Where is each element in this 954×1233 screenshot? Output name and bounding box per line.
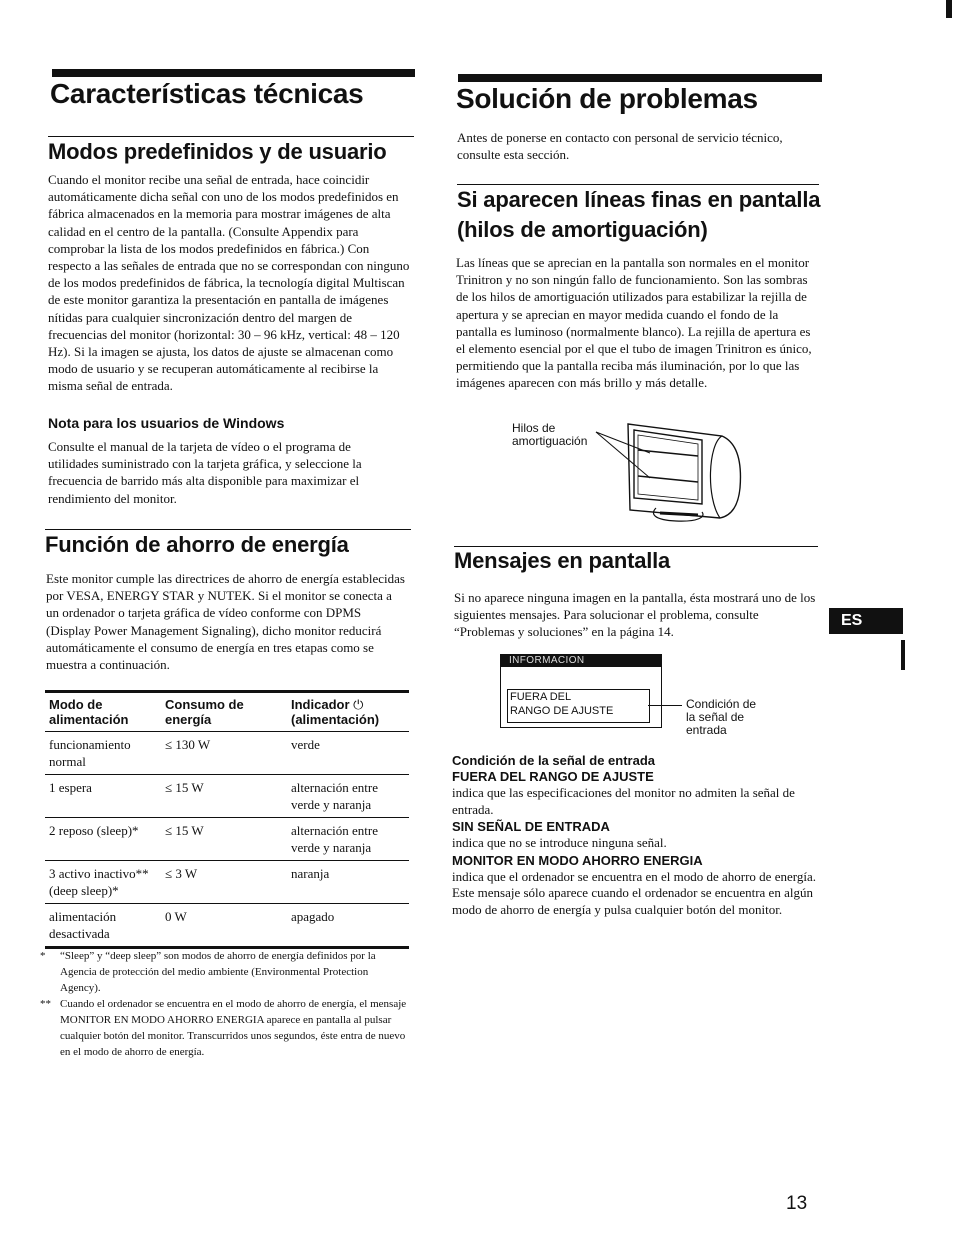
troubleshooting-intro: Antes de ponerse en contacto con personal de servicio técnico, consulte esta sección. <box>457 130 783 163</box>
condition-heading: Condición de la señal de entrada <box>452 753 655 768</box>
table-header-row <box>45 692 409 732</box>
col-header-consumption: Consumo de energía <box>165 697 244 727</box>
indicator-sublabel: (alimentación) <box>291 712 380 727</box>
osd-line-1: FUERA DEL <box>510 691 572 703</box>
table-row <box>45 732 409 775</box>
osd-message-window <box>500 654 662 728</box>
corner-mark <box>946 0 952 18</box>
footnote-2 <box>40 996 408 1060</box>
footnote-1 <box>40 948 408 996</box>
cell-mode: 3 activo inactivo** (deep sleep)* <box>49 866 149 898</box>
table-row <box>45 818 409 861</box>
table-row <box>45 775 409 818</box>
cell-indicator: naranja <box>291 866 330 881</box>
table-row <box>45 861 409 904</box>
indicator-label: Indicador <box>291 697 350 712</box>
messages-paragraph: Si no aparece ninguna imagen en la pantalla, ésta mostrará uno de los siguientes mensajes. Para solucionar el problema, consulte “Problemas y soluciones” en la página 14. <box>454 590 816 640</box>
page-title-left: Características técnicas <box>50 78 364 109</box>
cell-indicator: apagado <box>291 909 335 924</box>
osd-callout-line <box>648 705 682 706</box>
footnote-text: “Sleep” y “deep sleep” son modos de ahorro de energía definidos por la Agencia de protección del medio ambiente (Environmental Protection Agency). <box>60 950 376 994</box>
table-row <box>45 904 409 948</box>
osd-line-2: RANGO DE AJUSTE <box>510 705 614 717</box>
windows-note-paragraph: Consulte el manual de la tarjeta de vídeo o el programa de utilidades suministrado con la tarjeta gráfica, y seleccione la frecuencia de barrido más alta disponible para maximizar el rendimiento del monitor. <box>48 439 362 506</box>
modes-paragraph: Cuando el monitor recibe una señal de entrada, hace coincidir automáticamente dicha señal con uno de los modos predefinidos en fábrica almacenados en la memoria para mostrar imágenes de alta calidad en el centro de la pantalla. (Consulte Appendix para comprobar la lista de los modos predefinidos en fábrica.) Con respecto a las señales de entrada que no se correspondan con ninguno de los modos predefinidos de fábrica, la tecnología digital Multiscan de este monitor garantiza la presentación en pantalla de imágenes nítidas para cualquier sincronización dentro del margen de frecuencias del monitor (horizontal: 30 – 96 kHz, vertical: 48 – 120 Hz). Si la imagen se ajusta, los datos de ajuste se almacenan como modo de usuario y se recuperan automáticamente al recibirse la misma señal de entrada. <box>48 172 410 394</box>
power-paragraph: Este monitor cumple las directrices de ahorro de energía establecidas por VESA, ENERGY STAR y NUTEK. Si el monitor se conecta a un ordenador o tarjeta gráfica de vídeo conforme con DPMS (Display Power Management Signaling), dicho monitor reducirá automáticamente el consumo de energía en tres etapas como se muestra a continuación. <box>46 571 405 673</box>
title-bar-right <box>458 74 822 82</box>
power-modes-table <box>45 690 409 949</box>
cell-mode: funcionamiento normal <box>49 737 131 769</box>
cell-consumption: ≤ 130 W <box>165 737 211 752</box>
cell-consumption: ≤ 15 W <box>165 780 204 795</box>
message-name: SIN SEÑAL DE ENTRADA <box>452 819 610 834</box>
cell-indicator: verde <box>291 737 320 752</box>
col-header-indicator <box>287 692 409 732</box>
osd-message-box <box>507 689 650 723</box>
osd-callout-label: Condición de la señal de entrada <box>686 697 757 737</box>
page-title-right: Solución de problemas <box>456 83 758 114</box>
heading-damper-lines: Si aparecen líneas finas en pantalla (hilos de amortiguación) <box>457 187 821 242</box>
message-description: indica que no se introduce ninguna señal. <box>452 835 667 850</box>
message-descriptions <box>452 753 820 918</box>
footnote-text: Cuando el ordenador se encuentra en el modo de ahorro de energía, el mensaje MONITOR EN MODO AHORRO ENERGIA aparece en pantalla al pulsar cualquier botón del monitor. Transcurridos unos segundos, éste entra de nuevo en el modo de ahorro de energía. <box>60 998 407 1058</box>
cell-indicator: alternación entre verde y naranja <box>291 823 378 855</box>
margin-mark <box>901 640 905 670</box>
cell-mode: 2 reposo (sleep)* <box>49 823 139 838</box>
heading-power-saving: Función de ahorro de energía <box>45 532 349 557</box>
language-tab-es <box>829 608 903 634</box>
message-name: MONITOR EN MODO AHORRO ENERGIA <box>452 852 703 868</box>
power-icon: ⏻ <box>353 697 364 712</box>
osd-title-bar: INFORMACION <box>501 655 661 667</box>
cell-consumption: 0 W <box>165 909 187 924</box>
message-name: FUERA DEL RANGO DE AJUSTE <box>452 769 654 784</box>
footnote-mark: ** <box>40 998 51 1010</box>
title-bar-left <box>52 69 415 77</box>
cell-mode: 1 espera <box>49 780 92 795</box>
heading-windows-note: Nota para los usuarios de Windows <box>48 415 285 431</box>
cell-consumption: ≤ 15 W <box>165 823 204 838</box>
language-tab-label: ES <box>841 612 863 629</box>
monitor-diagram <box>590 418 750 528</box>
heading-modes: Modos predefinidos y de usuario <box>48 139 387 164</box>
damper-lines-paragraph: Las líneas que se aprecian en la pantalla son normales en el monitor Trinitron y no son ningún fallo de funcionamiento. Son las sombras de los hilos de amortiguación utilizados para estabilizar la rejilla de apertura y se aprecian en mayor medida cuando el fondo de la pantalla es luminoso (normalmente blanco). La rejilla de apertura es el elemento esencial por el que el tubo de imagen Trinitron es único, permitiendo que la pantalla reciba más iluminación, por lo que las imágenes aparecen con más brillo y más detalle. <box>456 255 812 391</box>
cell-indicator: alternación entre verde y naranja <box>291 780 378 812</box>
col-header-mode: Modo de alimentación <box>49 697 129 727</box>
message-description: indica que las especificaciones del monitor no admiten la señal de entrada. <box>452 785 795 817</box>
footnote-mark: * <box>40 950 46 962</box>
heading-on-screen-messages: Mensajes en pantalla <box>454 548 671 573</box>
page-number: 13 <box>786 1193 808 1214</box>
message-description: indica que el ordenador se encuentra en el modo de ahorro de energía. Este mensaje sólo aparece cuando el ordenador se encuentra en algún modo de ahorro de energía y pulsa cualquier botón del monitor. <box>452 868 816 917</box>
cell-mode: alimentación desactivada <box>49 909 117 941</box>
figure-label-damper-wires: Hilos de amortiguación <box>512 421 588 448</box>
cell-consumption: ≤ 3 W <box>165 866 198 881</box>
